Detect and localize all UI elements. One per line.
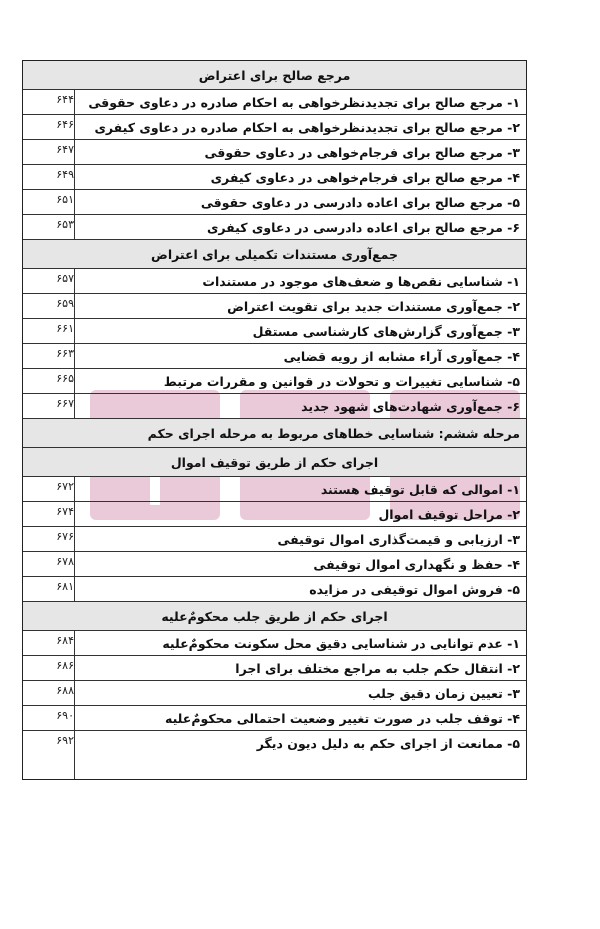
entry-page-number: ۶۵۷ [23, 269, 75, 293]
toc-entry[interactable] [23, 631, 526, 656]
entry-page-number: ۶۷۸ [23, 552, 75, 576]
entry-title: ۲- انتقال حکم جلب به مراجع مختلف برای اجرا [235, 660, 520, 676]
entry-title: ۶- مرجع صالح برای اعاده دادرسی در دعاوی کیفری [206, 219, 520, 235]
entry-page-number: ۶۸۱ [23, 577, 75, 601]
toc-entry[interactable] [23, 90, 526, 115]
entry-title: ۱- اموالی که قابل توقیف هستند [320, 481, 520, 497]
section-header: مرحله ششم: شناسایی خطاهای مربوط به مرحله اجرای حکم [23, 419, 526, 448]
entry-title: ۴- جمع‌آوری آراء مشابه از رویه قضایی [283, 348, 520, 364]
toc-entry[interactable] [23, 319, 526, 344]
toc-entry[interactable] [23, 502, 526, 527]
entry-title: ۳- جمع‌آوری گزارش‌های کارشناسی مستقل [252, 323, 520, 339]
toc-entry[interactable] [23, 527, 526, 552]
toc-entry[interactable] [23, 656, 526, 681]
toc-entry[interactable] [23, 577, 526, 602]
section-header: مرجع صالح برای اعتراض [23, 61, 526, 90]
entry-page-number: ۶۴۷ [23, 140, 75, 164]
entry-title: ۱- عدم توانایی در شناسایی دقیق محل سکونت محکومٌ‌علیه [162, 635, 520, 651]
entry-title: ۵- شناسایی تغییرات و تحولات در قوانین و مقررات مرتبط [163, 373, 520, 389]
entry-page-number: ۶۶۵ [23, 369, 75, 393]
entry-page-number: ۶۵۱ [23, 190, 75, 214]
entry-title: ۱- مرجع صالح برای تجدیدنظرخواهی به احکام صادره در دعاوی حقوقی [88, 94, 520, 110]
entry-page-number: ۶۷۶ [23, 527, 75, 551]
toc-entry[interactable] [23, 215, 526, 240]
entry-title: ۴- حفظ و نگهداری اموال توقیفی [313, 556, 520, 572]
toc-entry[interactable] [23, 269, 526, 294]
entry-page-number: ۶۸۶ [23, 656, 75, 680]
entry-page-number: ۶۴۶ [23, 115, 75, 139]
entry-title: ۳- مرجع صالح برای فرجام‌خواهی در دعاوی حقوقی [204, 144, 520, 160]
entry-page-number: ۶۶۷ [23, 394, 75, 418]
section-header: اجرای حکم از طریق توقیف اموال [23, 448, 526, 477]
entry-page-number: ۶۵۳ [23, 215, 75, 239]
section-header: جمع‌آوری مستندات تکمیلی برای اعتراض [23, 240, 526, 269]
entry-page-number: ۶۴۴ [23, 90, 75, 114]
toc-entry[interactable] [23, 706, 526, 731]
toc-entry[interactable] [23, 165, 526, 190]
entry-title: ۶- جمع‌آوری شهادت‌های شهود جدید [301, 398, 520, 414]
entry-title: ۲- مرجع صالح برای تجدیدنظرخواهی به احکام صادره در دعاوی کیفری [94, 119, 520, 135]
toc-entry[interactable] [23, 369, 526, 394]
toc-entry[interactable] [23, 552, 526, 577]
entry-title: ۲- مراحل توقیف اموال [378, 506, 520, 522]
toc-entry[interactable] [23, 344, 526, 369]
entry-title: ۵- ممانعت از اجرای حکم به دلیل دیون دیگر [256, 736, 520, 751]
entry-title: ۲- جمع‌آوری مستندات جدید برای تقویت اعتراض [227, 298, 520, 314]
entry-page-number: ۶۷۲ [23, 477, 75, 501]
section-header: اجرای حکم از طریق جلب محکومٌ‌علیه [23, 602, 526, 631]
toc-entry[interactable] [23, 681, 526, 706]
entry-title: ۵- مرجع صالح برای اعاده دادرسی در دعاوی حقوقی [200, 194, 520, 210]
toc-entry[interactable] [23, 477, 526, 502]
toc-entry[interactable] [23, 190, 526, 215]
entry-page-number: ۶۹۲ [23, 731, 75, 779]
entry-title: ۳- تعیین زمان دقیق جلب [367, 685, 520, 701]
entry-page-number: ۶۸۸ [23, 681, 75, 705]
entry-page-number: ۶۹۰ [23, 706, 75, 730]
entry-page-number: ۶۶۳ [23, 344, 75, 368]
entry-title: ۳- ارزیابی و قیمت‌گذاری اموال توقیفی [277, 531, 520, 547]
entry-page-number: ۶۸۴ [23, 631, 75, 655]
toc-entry[interactable] [23, 294, 526, 319]
table-of-contents [22, 60, 527, 780]
entry-title: ۵- فروش اموال توقیفی در مزایده [309, 581, 520, 597]
entry-page-number: ۶۴۹ [23, 165, 75, 189]
entry-page-number: ۶۶۱ [23, 319, 75, 343]
toc-entry[interactable] [23, 394, 526, 419]
entry-title: ۴- مرجع صالح برای فرجام‌خواهی در دعاوی کیفری [210, 169, 520, 185]
entry-title: ۱- شناسایی نقص‌ها و ضعف‌های موجود در مستندات [202, 273, 520, 289]
entry-page-number: ۶۷۴ [23, 502, 75, 526]
toc-entry[interactable] [23, 115, 526, 140]
entry-page-number: ۶۵۹ [23, 294, 75, 318]
toc-entry[interactable] [23, 731, 526, 779]
entry-title: ۴- توقف جلب در صورت تغییر وضعیت احتمالی محکومٌ‌علیه [165, 710, 520, 726]
toc-entry[interactable] [23, 140, 526, 165]
